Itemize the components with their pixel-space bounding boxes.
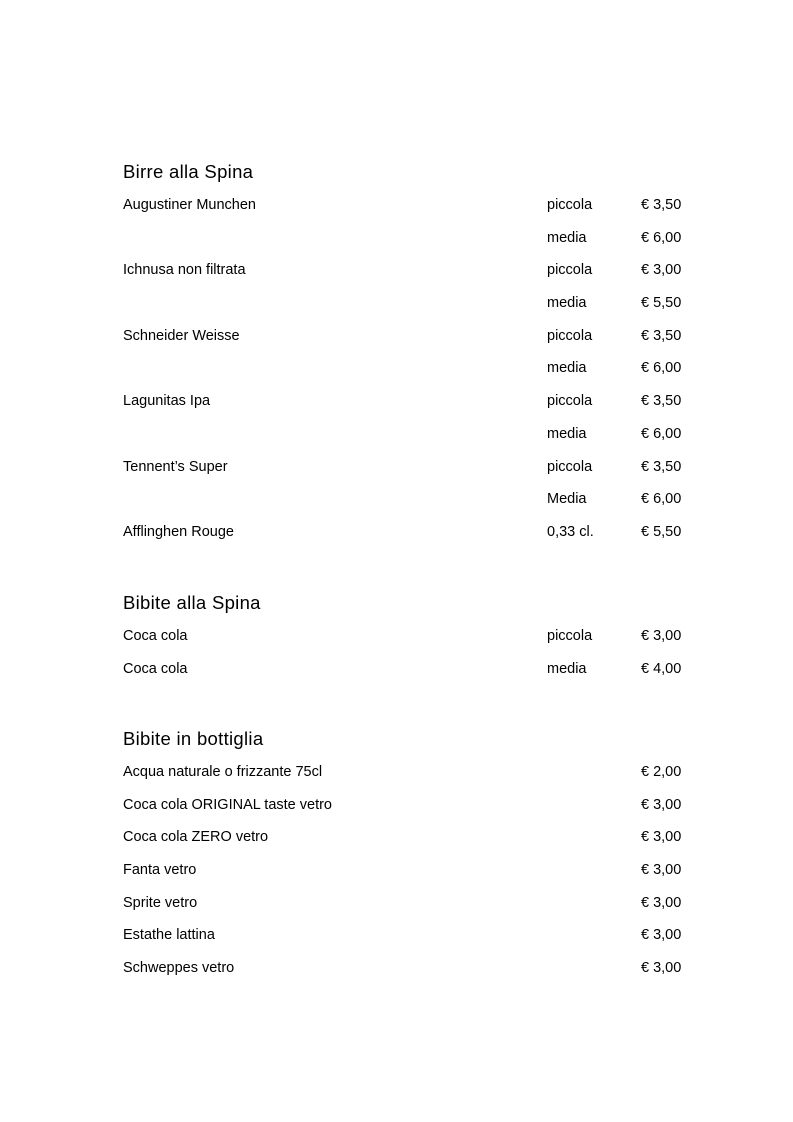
section-title: Bibite in bottiglia [123, 728, 264, 749]
item-size: piccola [547, 197, 593, 213]
menu-row [123, 392, 693, 425]
item-price: € 3,00 [641, 796, 682, 813]
menu-row [123, 523, 693, 556]
menu-row [123, 458, 693, 491]
menu-row [123, 959, 693, 992]
item-name: Acqua naturale o frizzante 75cl [123, 764, 323, 780]
item-price: € 3,00 [641, 262, 682, 279]
menu-row [123, 894, 693, 927]
item-price: € 3,00 [641, 894, 682, 911]
menu-row [123, 796, 693, 829]
item-size: media [547, 660, 587, 677]
item-price: € 6,00 [641, 360, 682, 377]
item-price: € 3,00 [641, 628, 682, 644]
item-price: € 5,50 [641, 523, 682, 540]
item-name: Lagunitas Ipa [123, 393, 211, 410]
menu-row [123, 763, 693, 796]
item-price: € 3,50 [641, 327, 682, 344]
menu-row [123, 926, 693, 959]
section-title: Bibite alla Spina [123, 592, 261, 613]
section-birre-alla-spina [123, 160, 693, 556]
menu-row [123, 359, 693, 392]
item-price: € 6,00 [641, 491, 682, 508]
menu-row [123, 660, 693, 693]
section-title: Birre alla Spina [123, 161, 254, 182]
menu-row [123, 861, 693, 894]
menu-row [123, 229, 693, 262]
item-name: Schneider Weisse [123, 327, 240, 344]
item-name: Ichnusa non filtrata [123, 262, 246, 279]
item-price: € 6,00 [641, 425, 682, 442]
item-price: € 3,00 [641, 829, 682, 846]
item-price: € 2,00 [641, 764, 682, 780]
menu-row [123, 196, 693, 229]
item-price: € 3,00 [641, 960, 682, 977]
menu-row [123, 425, 693, 458]
menu-row [123, 261, 693, 294]
item-name: Estathe lattina [123, 927, 215, 944]
item-price: € 5,50 [641, 295, 682, 312]
item-size: piccola [547, 628, 593, 644]
item-name: Schweppes vetro [123, 960, 235, 977]
item-size: media [547, 360, 587, 377]
item-size: media [547, 425, 587, 442]
item-name: Coca cola ZERO vetro [123, 829, 269, 846]
menu-row [123, 294, 693, 327]
menu-row [123, 490, 693, 523]
item-size: piccola [547, 327, 593, 344]
section-bibite-alla-spina [123, 591, 693, 692]
item-name: Coca cola [123, 628, 188, 644]
item-name: Sprite vetro [123, 894, 198, 911]
menu-row [123, 627, 693, 660]
item-name: Coca cola [123, 660, 188, 677]
item-price: € 3,00 [641, 862, 682, 879]
item-size: piccola [547, 393, 593, 410]
item-name: Augustiner Munchen [123, 197, 256, 213]
menu-row [123, 327, 693, 360]
item-price: € 3,50 [641, 197, 682, 213]
item-size: Media [547, 491, 587, 508]
item-size: piccola [547, 262, 593, 279]
item-price: € 3,00 [641, 927, 682, 944]
item-price: € 6,00 [641, 229, 682, 246]
item-name: Afflinghen Rouge [123, 523, 234, 540]
item-size: 0,33 cl. [547, 523, 594, 540]
item-size: media [547, 229, 587, 246]
item-price: € 4,00 [641, 660, 682, 677]
item-size: media [547, 295, 587, 312]
item-price: € 3,50 [641, 393, 682, 410]
item-name: Coca cola ORIGINAL taste vetro [123, 796, 332, 813]
item-price: € 3,50 [641, 458, 682, 475]
menu-row [123, 828, 693, 861]
item-size: piccola [547, 458, 593, 475]
section-bibite-in-bottiglia [123, 727, 693, 992]
item-name: Tennent’s Super [123, 458, 228, 475]
item-name: Fanta vetro [123, 862, 197, 879]
